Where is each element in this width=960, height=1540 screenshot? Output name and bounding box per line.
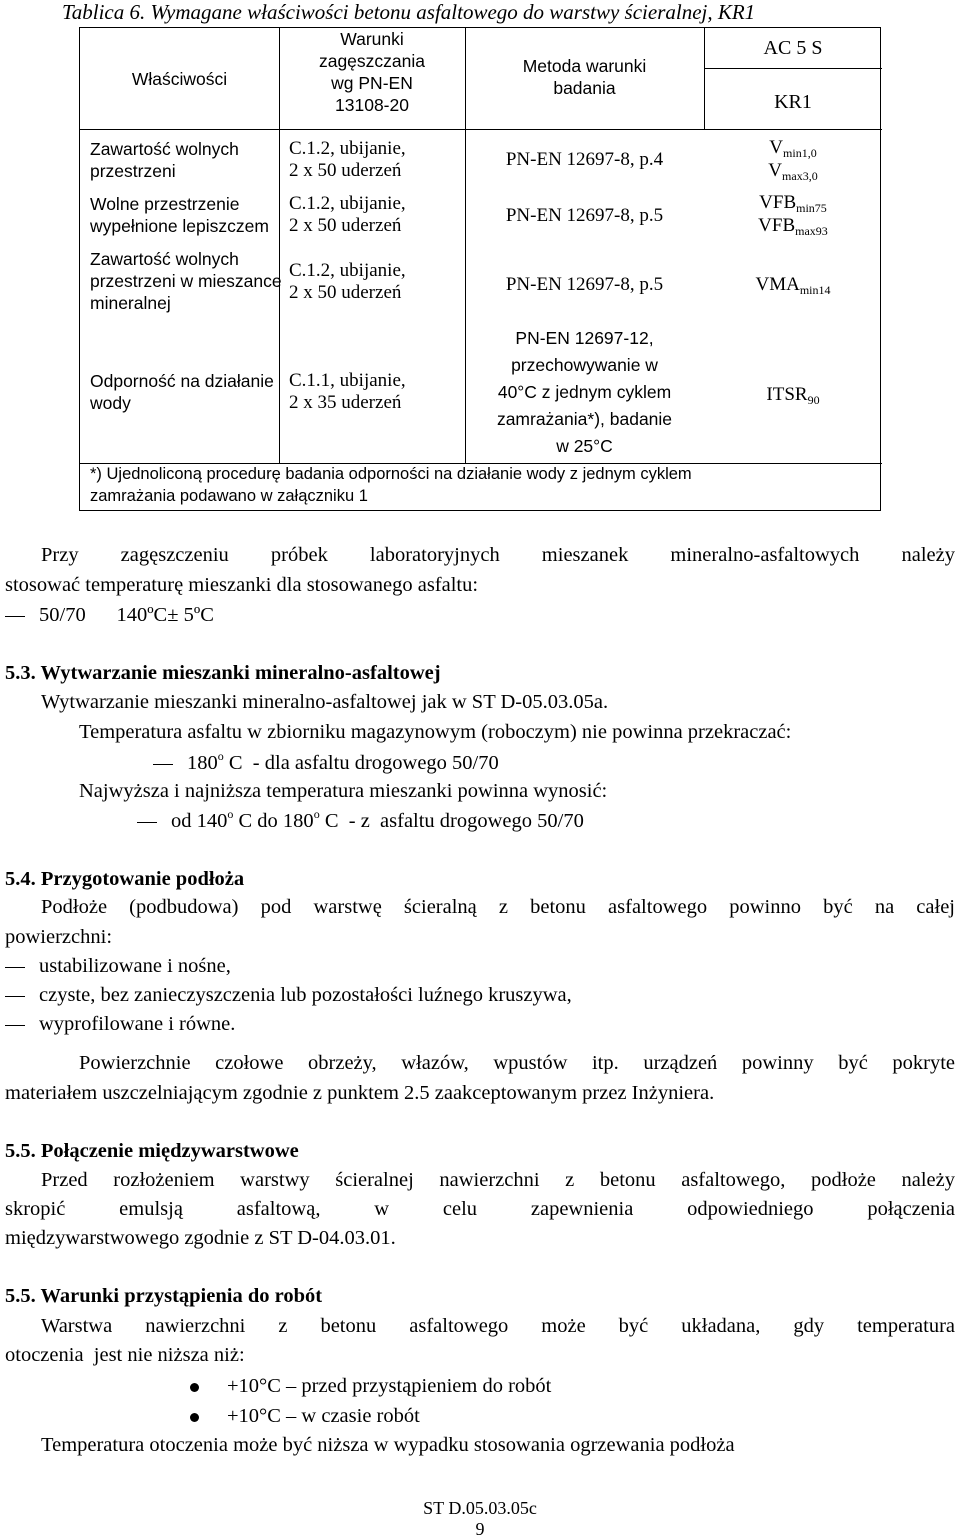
dash-icon: [5, 996, 25, 997]
paragraph-compaction-cont: stosować temperaturę mieszanki dla stosowanego asfaltu:: [5, 574, 479, 596]
header-properties: Właściwości: [131, 69, 228, 89]
list-item: ustabilizowane i nośne,: [5, 954, 231, 978]
row2-property: Wolne przestrzenie wypełnione lepiszczem: [90, 194, 269, 236]
text-5-3-line2: Temperatura asfaltu w zbiorniku magazynowym (roboczym) nie powinna przekraczać:: [79, 721, 792, 743]
row3-value: $VMA_{min14}$: [755, 274, 831, 297]
table-divider: [704, 68, 882, 69]
row3-property: Zawartość wolnych przestrzeni w mieszance mineralnej: [90, 249, 282, 313]
list-item: od 140$^o$ C do 180$^o$ C - z asfaltu drogowego 50/70: [137, 809, 584, 835]
list-item: wyprofilowane i równe.: [5, 1012, 235, 1036]
row4-value: $ITSR_{90}$: [766, 384, 820, 407]
heading-5-3: 5.3. Wytwarzanie mieszanki mineralno-asfaltowej: [5, 662, 441, 684]
row1-conditions: C.1.2, ubijanie, 2 x 50 uderzeń: [289, 138, 406, 181]
row2-method: PN-EN 12697-8, p.5: [505, 205, 664, 226]
page-number: 9: [475, 1519, 485, 1539]
text-5-5-cond-l2: otoczenia jest nie niższa niż:: [5, 1344, 245, 1366]
paragraph-compaction: Przy zagęszczeniu próbek laboratoryjnych mieszanek mineralno-asfaltowych należy: [41, 544, 955, 566]
table-footnote: *) Ujednoliconą procedurę badania odporności na działanie wody z jednym cyklem zamrażania podawano w załączniku 1: [90, 465, 692, 505]
heading-5-5-bond: 5.5. Połączenie międzywarstwowe: [5, 1140, 299, 1162]
text-5-5-cond-l1: Warstwa nawierzchni z betonu asfaltowego może być układana, gdy temperatura: [41, 1315, 955, 1337]
row2-value: $VFB_{min75}$ $VFB_{max93}$: [758, 192, 828, 238]
row1-value: $V_{min1,0}$ $V_{max3,0}$: [768, 137, 818, 183]
header-kr1: KR1: [774, 91, 812, 113]
text-5-4-p2: Powierzchnie czołowe obrzeży, włazów, wpustów itp. urządzeń powinny być pokryte: [79, 1052, 955, 1074]
text-5-5-cond-last: Temperatura otoczenia może być niższa w wypadku stosowania ogrzewania podłoża: [41, 1434, 735, 1456]
table-divider: [80, 129, 882, 130]
list-item: +10°C – przed przystąpieniem do robót: [190, 1374, 551, 1398]
text-5-3-line3: Najwyższa i najniższa temperatura mieszanki powinna wynosić:: [79, 780, 608, 802]
dash-icon: [137, 822, 157, 823]
text-5-5-bond-l3: międzywarstwowego zgodnie z ST D-04.03.01.: [5, 1227, 396, 1249]
header-method: Metoda warunki badania: [522, 56, 647, 98]
text-5-5-bond-l2: skropić emulsją asfaltową, w celu zapewnienia odpowiedniego połączenia: [5, 1198, 955, 1220]
text-5-4-p1: Podłoże (podbudowa) pod warstwę ścieralną z betonu asfaltowego powinno być na całej: [41, 896, 955, 918]
footer-code: ST D.05.03.05c: [423, 1498, 537, 1518]
dash-icon: [5, 616, 25, 617]
bullet-icon: [190, 1413, 199, 1422]
dash-icon: [153, 764, 173, 765]
dash-icon: [5, 1025, 25, 1026]
dash-icon: [5, 967, 25, 968]
bullet-icon: [190, 1383, 199, 1392]
row3-conditions: C.1.2, ubijanie, 2 x 50 uderzeń: [289, 260, 406, 303]
row1-method: PN-EN 12697-8, p.4: [505, 149, 664, 170]
row4-method: PN-EN 12697-12, przechowywanie w 40°C z jednym cyklem zamrażania*), badanie w 25°C: [496, 328, 673, 456]
header-ac5s: AC 5 S: [763, 37, 823, 59]
text-5-4-p1-cont: powierzchni:: [5, 926, 113, 948]
properties-table: [79, 27, 881, 511]
list-item: 50/70 140ºC± 5ºC: [5, 603, 214, 627]
list-item: 180$^o$ C - dla asfaltu drogowego 50/70: [153, 751, 499, 777]
text-5-3-line1: Wytwarzanie mieszanki mineralno-asfaltowej jak w ST D-05.03.05a.: [41, 691, 609, 713]
header-conditions: Warunki zagęszczania wg PN-EN 13108-20: [318, 29, 426, 115]
list-item: czyste, bez zanieczyszczenia lub pozostałości luźnego kruszywa,: [5, 983, 572, 1007]
table-caption: Tablica 6. Wymagane właściwości betonu asfaltowego do warstwy ścieralnej, KR1: [62, 0, 756, 24]
row4-property: Odporność na działanie wody: [90, 371, 274, 413]
heading-5-5-conditions: 5.5. Warunki przystąpienia do robót: [5, 1285, 323, 1307]
row1-property: Zawartość wolnych przestrzeni: [90, 139, 239, 181]
heading-5-4: 5.4. Przygotowanie podłoża: [5, 868, 245, 890]
text-5-4-p2-cont: materiałem uszczelniającym zgodnie z punktem 2.5 zaakceptowanym przez Inżyniera.: [5, 1082, 715, 1104]
row4-conditions: C.1.1, ubijanie, 2 x 35 uderzeń: [289, 370, 406, 413]
text-5-5-bond-l1: Przed rozłożeniem warstwy ścieralnej nawierzchni z betonu asfaltowego, podłoże należy: [41, 1169, 955, 1191]
row2-conditions: C.1.2, ubijanie, 2 x 50 uderzeń: [289, 193, 406, 236]
row3-method: PN-EN 12697-8, p.5: [505, 274, 664, 295]
list-item: +10°C – w czasie robót: [190, 1404, 420, 1428]
